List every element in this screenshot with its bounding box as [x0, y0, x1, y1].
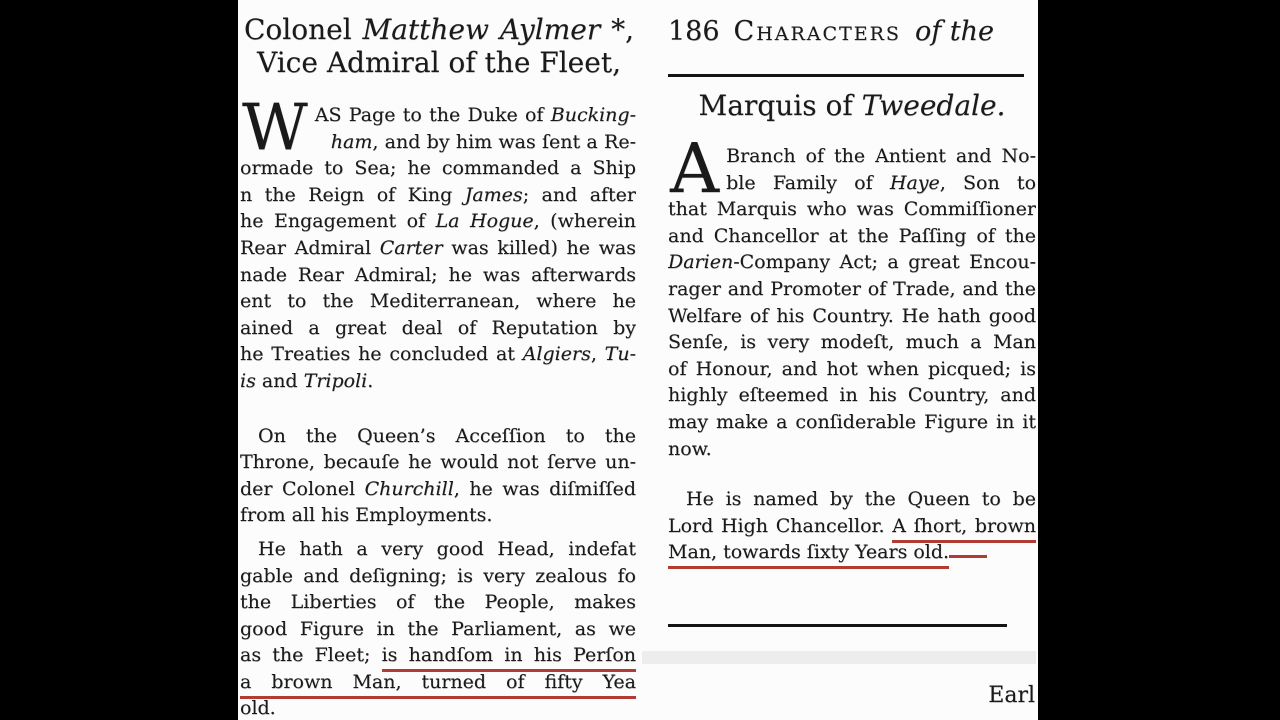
- text-segment: ent to the Mediterranean, where he: [240, 290, 636, 313]
- text-segment: Darien: [668, 251, 734, 274]
- text-segment: AS Page to the Duke of: [314, 104, 551, 126]
- text-line: [240, 155, 636, 182]
- text-segment: he Engagement of: [240, 210, 436, 233]
- text-segment: Bucking-: [550, 104, 636, 126]
- text-segment: he Treaties he concluded at: [240, 343, 523, 366]
- text-segment: He is named by the Queen to be: [686, 488, 1036, 511]
- text-segment: *,: [600, 13, 634, 46]
- drop-cap-w: W: [242, 91, 308, 165]
- text-segment: , and by him was ſent a Re-: [372, 130, 636, 153]
- text-segment: ham: [330, 130, 373, 153]
- text-segment: was killed) he was: [442, 236, 636, 259]
- text-line: [668, 303, 1036, 330]
- text-segment: .: [367, 369, 374, 392]
- drop-cap-a: A: [670, 130, 720, 209]
- text-line: [240, 589, 636, 616]
- text-segment: as the Fleet;: [240, 644, 382, 667]
- text-segment: old.: [240, 697, 276, 720]
- text-segment: , he was diſmiſſed: [453, 477, 636, 500]
- paragraph-tweedale-1: [668, 130, 1036, 462]
- text-line: [668, 486, 1036, 513]
- text-line: [668, 539, 1036, 566]
- text-line: [240, 341, 636, 368]
- text-line: [668, 513, 1036, 540]
- text-segment: may make a conſiderable Figure in it: [668, 410, 1036, 433]
- page-number: 186: [668, 16, 720, 47]
- text-segment: Lord High Chancellor.: [668, 514, 893, 537]
- text-segment: Throne, becauſe he would not ſerve un-: [240, 451, 636, 474]
- red-underline-tail: [949, 539, 987, 558]
- text-segment: Senſe, is very modeſt, much a Man: [668, 331, 1036, 354]
- text-line: [668, 356, 1036, 383]
- text-line: [240, 208, 636, 235]
- text-segment: is: [240, 369, 256, 392]
- text-segment: of Honour, and hot when picqued; is: [668, 357, 1036, 380]
- text-line: [668, 196, 1036, 223]
- text-segment: Colonel: [244, 13, 363, 46]
- running-title-italic: of the: [914, 16, 994, 47]
- text-segment: the Liberties of the People, makes: [240, 591, 636, 614]
- text-line: [240, 182, 636, 209]
- text-segment: Haye: [889, 171, 940, 194]
- text-segment: Matthew Aylmer: [362, 13, 601, 46]
- text-line: [244, 46, 634, 79]
- text-segment: Carter: [379, 236, 443, 259]
- text-segment: gable and deſigning; is very zealous fo: [240, 564, 636, 587]
- text-line: [244, 13, 634, 46]
- separator-rule-bottom: [668, 624, 1007, 627]
- text-segment: ained a great deal of Reputation by: [240, 316, 636, 339]
- text-line: [668, 436, 1036, 463]
- text-segment: , Son to: [939, 171, 1036, 194]
- text-line: [240, 423, 636, 450]
- text-segment: ble Family of: [726, 171, 890, 194]
- text-line: [240, 695, 636, 720]
- text-segment: highly eſteemed in his Country, and: [668, 384, 1036, 407]
- text-segment: ,: [590, 343, 605, 366]
- text-segment: good Figure in the Parliament, as we: [240, 617, 636, 640]
- text-segment: der Colonel: [240, 477, 365, 500]
- text-segment: now.: [668, 437, 712, 460]
- text-segment: ; and after: [522, 183, 636, 206]
- separator-rule-top: [668, 74, 1024, 77]
- text-line: [668, 249, 1036, 276]
- paragraph-aylmer-2: [240, 423, 636, 529]
- text-line: [240, 449, 636, 476]
- underlined-text: Man, towards ſixty Years old.: [668, 541, 949, 569]
- text-segment: rager and Promoter of Trade, and the: [668, 277, 1036, 300]
- paragraph-tweedale-2: [668, 486, 1036, 566]
- text-line: [240, 642, 636, 669]
- left-page-column: [240, 0, 636, 720]
- text-line: [240, 669, 636, 696]
- text-segment: and Chancellor at the Paſſing of the: [668, 224, 1036, 247]
- text-line: [240, 288, 636, 315]
- section-heading: [668, 90, 1036, 122]
- text-line: [668, 409, 1036, 436]
- text-segment: Vice Admiral of the Fleet,: [257, 46, 621, 79]
- paragraph-aylmer-1: [240, 91, 636, 395]
- text-line: [240, 262, 636, 289]
- text-segment: James: [464, 183, 523, 206]
- text-segment: n the Reign of King: [240, 183, 465, 206]
- text-segment: He hath a very good Head, indefat: [258, 537, 636, 560]
- text-segment: ormade to Sea; he commanded a Ship: [240, 157, 636, 180]
- text-line: [668, 276, 1036, 303]
- text-segment: Churchill: [364, 477, 454, 500]
- text-line: [668, 223, 1036, 250]
- text-segment: Branch of the Antient and No-: [726, 145, 1036, 167]
- text-line: [240, 536, 636, 563]
- text-segment: Algiers: [522, 343, 591, 366]
- text-segment: Rear Admiral: [240, 236, 380, 259]
- text-line: [240, 315, 636, 342]
- running-title-smallcaps: Characters: [733, 16, 901, 47]
- text-segment: Tweedale.: [861, 89, 1006, 122]
- text-line: [240, 616, 636, 643]
- text-segment: that Marquis who was Commiſſioner: [668, 198, 1036, 221]
- text-line: [240, 563, 636, 590]
- text-segment: Marquis of: [698, 89, 862, 122]
- text-segment: nade Rear Admiral; he was afterwards: [240, 263, 636, 286]
- text-line: [240, 235, 636, 262]
- text-segment: La Hogue: [435, 210, 534, 233]
- text-segment: and: [255, 369, 304, 392]
- text-line: [668, 382, 1036, 409]
- left-page-heading: [240, 13, 636, 79]
- text-segment: from all his Employments.: [240, 504, 493, 527]
- text-line: [240, 368, 636, 395]
- text-segment: , (wherein: [533, 210, 636, 233]
- paragraph-aylmer-3: [240, 536, 636, 720]
- text-segment: On the Queen’s Acceſſion to the: [258, 424, 636, 447]
- text-line: [668, 329, 1036, 356]
- text-line: [240, 476, 636, 503]
- text-segment: Tu-: [604, 343, 636, 366]
- page-header: [668, 16, 1036, 48]
- underlined-text: a brown Man, turned of fifty Yea: [240, 671, 636, 699]
- right-page-column: [668, 0, 1036, 720]
- text-segment: Welfare of his Country. He hath good: [668, 304, 1036, 327]
- text-segment: -Company Act; a great Encou-: [733, 251, 1036, 274]
- underlined-text: A ſhort, brown: [892, 515, 1036, 543]
- catchword: Earl: [988, 682, 1035, 708]
- text-segment: Tripoli: [303, 369, 368, 392]
- text-line: [240, 502, 636, 529]
- underlined-text: is handſom in his Perſon: [382, 644, 636, 672]
- book-page-scan: [238, 0, 1038, 720]
